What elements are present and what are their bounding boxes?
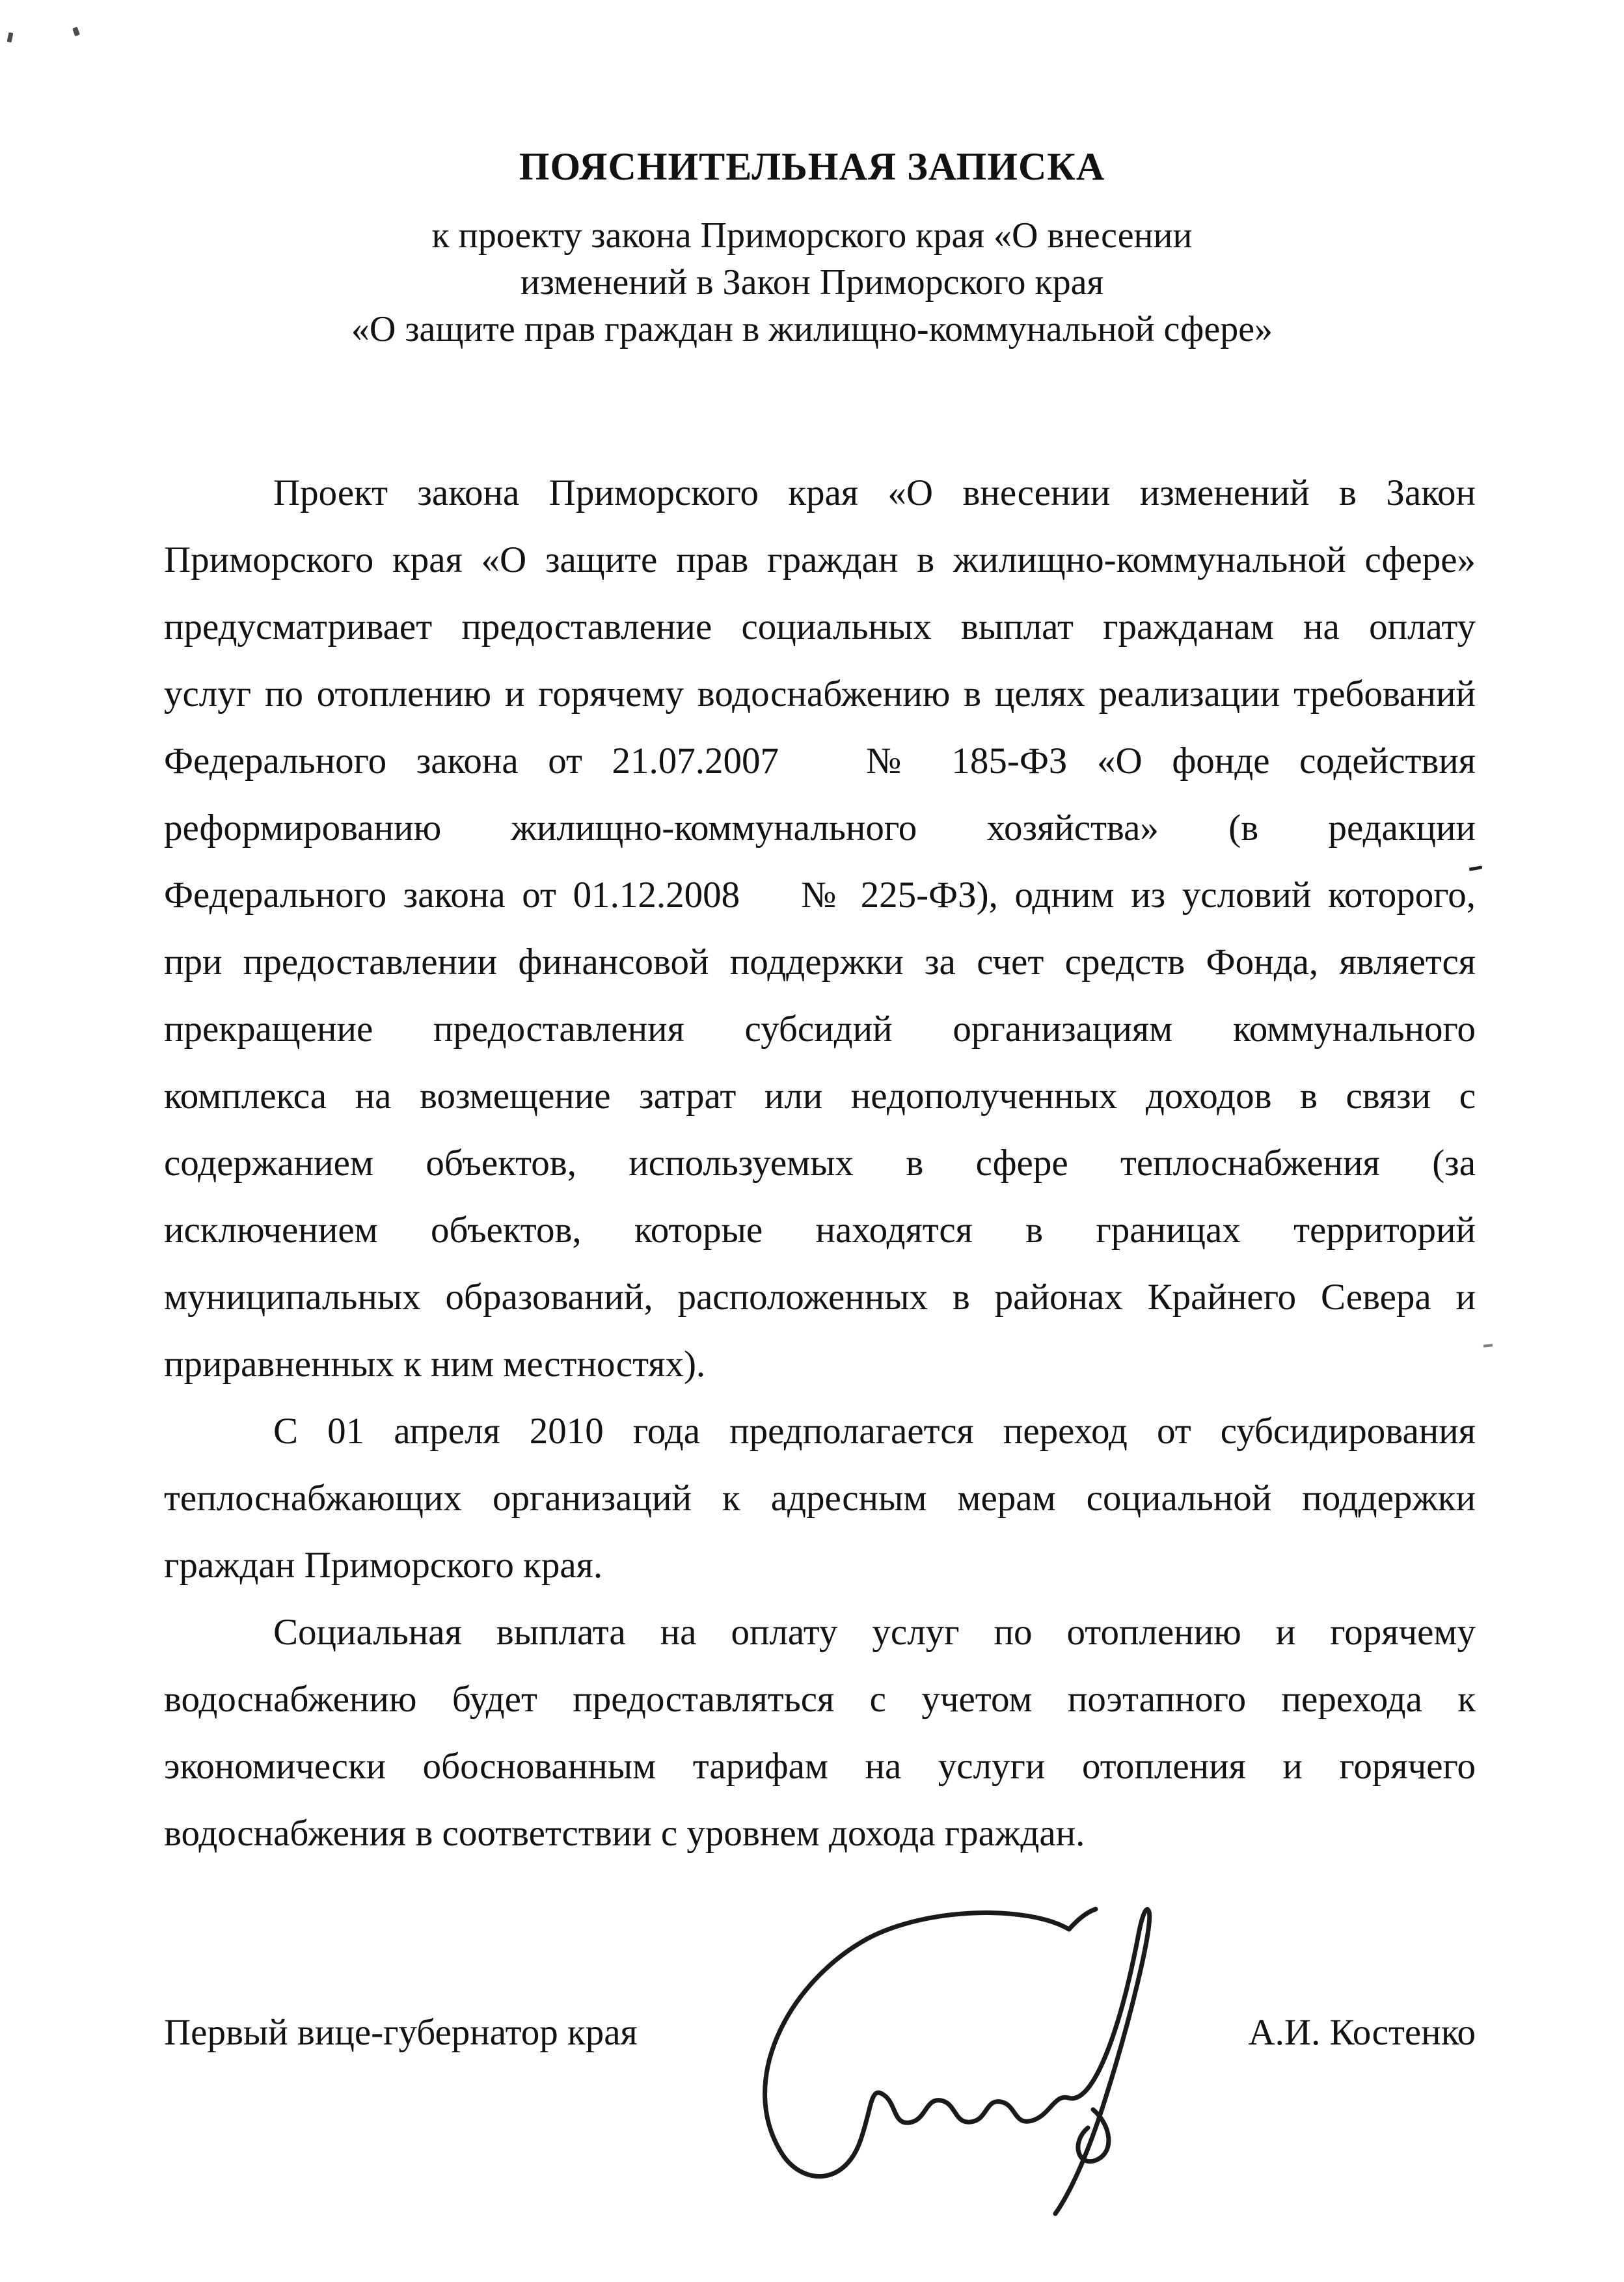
scan-artifact [72, 27, 80, 36]
subtitle-line: «О защите прав граждан в жилищно-коммунальной сфере» [351, 309, 1273, 349]
text-line: услуг по отоплению и горячему водоснабжению в целях реализации требований [164, 673, 1476, 714]
scan-artifact [1483, 1344, 1493, 1347]
text-line: приравненных к ним местностях). [164, 1344, 706, 1385]
text-line: исключением объектов, которые находятся в границах территорий [164, 1210, 1476, 1251]
text-line: содержанием объектов, используемых в сфере теплоснабжения (за [164, 1143, 1476, 1184]
text-line: реформированию жилищно-коммунального хозяйства» (в редакции [164, 808, 1476, 849]
text-line: водоснабжению будет предоставляться с учетом поэтапного перехода к [164, 1679, 1476, 1720]
signatory-role: Первый вице-губернатор края [164, 2012, 638, 2053]
text-line: экономически обоснованным тарифам на услуги отопления и горячего [164, 1746, 1476, 1787]
signatory-name: А.И. Костенко [1248, 2012, 1476, 2053]
text-line: С 01 апреля 2010 года предполагается переход от субсидирования [273, 1411, 1476, 1452]
text-line: при предоставлении финансовой поддержки за счет средств Фонда, является [164, 942, 1476, 983]
text-line: теплоснабжающих организаций к адресным мерам социальной поддержки [164, 1478, 1476, 1519]
subtitle-line: изменений в Закон Приморского края [520, 262, 1104, 303]
text-line: граждан Приморского края. [164, 1545, 603, 1586]
subtitle-line: к проекту закона Приморского края «О внесении [431, 215, 1193, 256]
document-subtitle [0, 212, 1624, 353]
text-line: Приморского края «О защите прав граждан в жилищно-коммунальной сфере» [164, 539, 1476, 580]
handwritten-signature [703, 1894, 1217, 2232]
text-line: Федерального закона от 21.07.2007 № 185-ФЗ «О фонде содействия [164, 740, 1476, 781]
text-line: Социальная выплата на оплату услуг по отоплению и горячему [273, 1612, 1476, 1653]
text-line: прекращение предоставления субсидий организациям коммунального [164, 1009, 1476, 1050]
text-line: муниципальных образований, расположенных в районах Крайнего Севера и [164, 1277, 1476, 1318]
text-line: Проект закона Приморского края «О внесении изменений в Закон [273, 472, 1476, 513]
scan-artifact [7, 32, 14, 42]
text-line: предусматривает предоставление социальных выплат гражданам на оплату [164, 606, 1476, 647]
text-line: комплекса на возмещение затрат или недополученных доходов в связи с [164, 1076, 1476, 1117]
document-title: ПОЯСНИТЕЛЬНАЯ ЗАПИСКА [519, 145, 1105, 188]
text-line: Федерального закона от 01.12.2008 № 225-ФЗ), одним из условий которого, [164, 875, 1476, 916]
text-line: водоснабжения в соответствии с уровнем дохода граждан. [164, 1813, 1085, 1854]
document-body [164, 459, 1476, 1867]
